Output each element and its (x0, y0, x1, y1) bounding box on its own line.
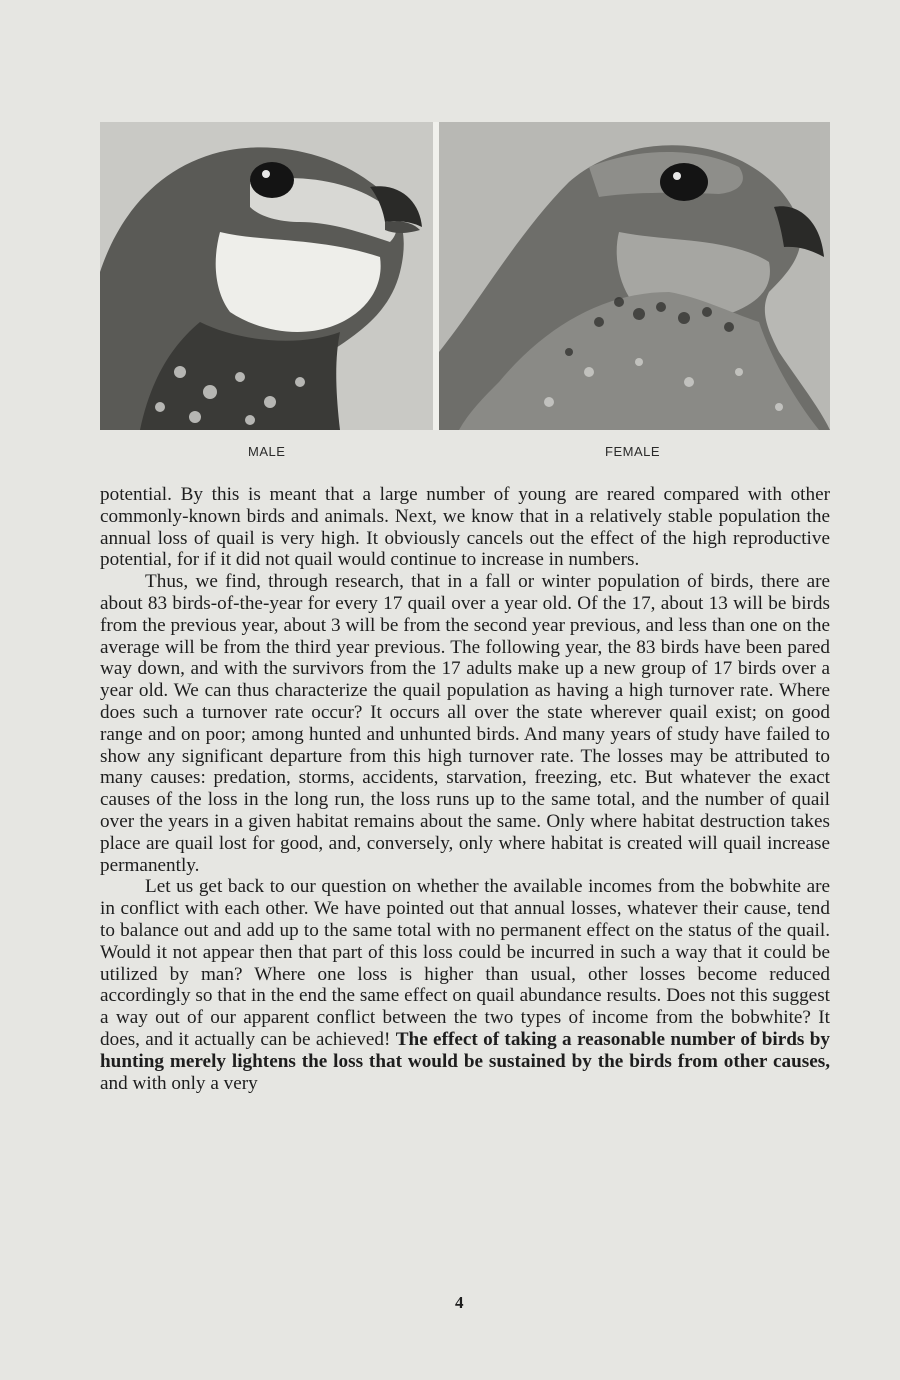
female-quail-photo (439, 122, 830, 430)
paragraph-3-end: and with only a very (100, 1072, 258, 1094)
paragraph-3 (100, 876, 830, 1094)
male-quail-photo (100, 122, 433, 430)
female-quail-illustration (439, 122, 830, 430)
paragraph-1: potential. By this is meant that a large number of young are reared compared with other commonly-known birds and animals. Next, we know that in a relatively stable population the annual loss of quail is very high. It obviously cancels out the effect of the high reproductive potential, for if it did not quail would continue to increase in numbers. (100, 484, 830, 571)
male-quail-illustration (100, 122, 433, 430)
female-caption: FEMALE (605, 444, 661, 459)
body-text (100, 484, 830, 1094)
paragraph-3-bold: The effect of taking a reasonable number of birds by hunting merely lightens the loss that would be sustained by the birds from other causes, (100, 1028, 830, 1072)
paragraph-2: Thus, we find, through research, that in a fall or winter population of birds, there are about 83 birds-of-the-year for every 17 quail over a year old. Of the 17, about 13 will be birds from the previous year, about 3 will be from the second year previous, and less than one on the average will be from the third year previous. The following year, the 83 birds have been pared way down, and with the survivors from the 17 adults make up a new group of 17 birds over a year old. We can thus characterize the quail population as having a high turnover rate. Where does such a turnover rate occur? It occurs all over the state wherever quail exist; on good range and on poor; among hunted and unhunted birds. And many years of study have failed to show any significant departure from this high turnover rate. The losses may be attributed to many causes: predation, storms, accidents, starvation, freezing, etc. But whatever the exact causes of the loss in the long run, the loss runs up to the same total, and the number of quail over the years in a given habitat remains about the same. Only where habitat destruction takes place are quail lost for good, and, conversely, only where habitat is created will quail increase permanently. (100, 571, 830, 876)
paragraph-3-start: Let us get back to our question on whether the available incomes from the bobwhite are in conflict with each other. We have pointed out that annual losses, whatever their cause, tend to balance out and add up to the same total with no permanent effect on the status of the quail. Would it not appear then that part of this loss could be incurred in such a way that it could be utilized by man? Where one loss is higher than usual, other losses become reduced accordingly so that in the end the same effect on quail abundance results. Does not this suggest a way out of our apparent conflict between the two types of income from the bobwhite? It does, and it actually can be achieved! (100, 876, 830, 1050)
male-caption: MALE (248, 444, 286, 459)
page-number: 4 (455, 1293, 464, 1312)
